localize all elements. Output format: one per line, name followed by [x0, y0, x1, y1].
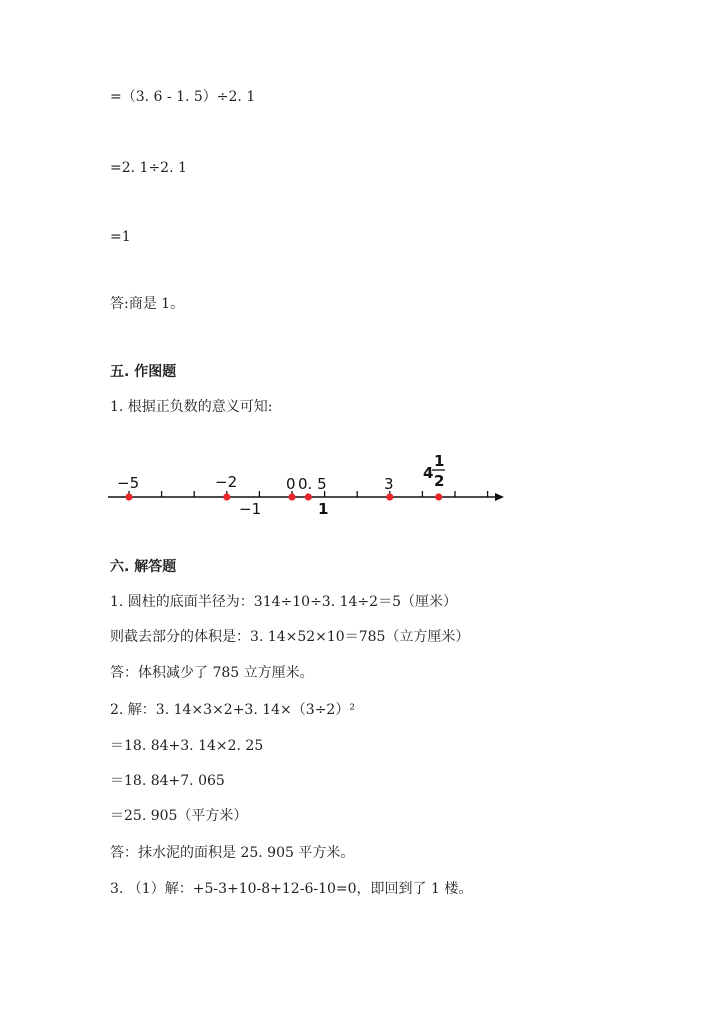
solution-1-line-b: 则截去部分的体积是：3. 14×52×10＝785（立方厘米） [110, 629, 470, 645]
step-line-2: =2. 1÷2. 1 [110, 160, 187, 176]
solution-3-line-a: 3. （1）解：+5-3+10-8+12-6-10=0，即回到了 1 楼。 [110, 881, 473, 897]
label-0-5: 0. 5 [298, 475, 327, 493]
axis-arrow [495, 493, 504, 501]
answer-line: 答:商是 1。 [110, 296, 185, 312]
solution-2-line-d: ＝25. 905（平方米） [110, 808, 248, 824]
step-line-3: =1 [110, 229, 131, 245]
mixed-number-numerator: 1 [434, 452, 445, 470]
mixed-number-whole: 4 [423, 464, 434, 482]
marked-point [435, 493, 442, 500]
section-6-heading: 六. 解答题 [110, 559, 177, 575]
label-1: 1 [318, 500, 329, 518]
solution-1-line-a: 1. 圆柱的底面半径为：314÷10÷3. 14÷2＝5（厘米） [110, 594, 457, 610]
marked-point [288, 493, 295, 500]
solution-2-line-b: ＝18. 84+3. 14×2. 25 [110, 738, 264, 754]
mixed-number-denominator: 2 [434, 472, 445, 490]
marked-point [305, 493, 312, 500]
label-neg5: −5 [117, 474, 140, 492]
marked-point [223, 493, 230, 500]
number-line [100, 440, 520, 520]
solution-2-line-a: 2. 解：3. 14×3×2+3. 14×（3÷2）² [110, 702, 355, 718]
marked-point [386, 493, 393, 500]
label-neg2: −2 [215, 473, 238, 491]
solution-2-line-c: ＝18. 84+7. 065 [110, 773, 225, 789]
label-3: 3 [384, 475, 394, 493]
label-0: 0 [286, 475, 296, 493]
solution-1-answer: 答：体积减少了 785 立方厘米。 [110, 665, 314, 681]
step-line-1: =（3. 6 - 1. 5）÷2. 1 [110, 89, 256, 105]
marked-point [125, 493, 132, 500]
question-1-text: 1. 根据正负数的意义可知: [110, 399, 273, 415]
label-neg1: −1 [239, 500, 262, 518]
solution-2-answer: 答：抹水泥的面积是 25. 905 平方米。 [110, 845, 355, 861]
section-5-heading: 五. 作图题 [110, 364, 177, 380]
